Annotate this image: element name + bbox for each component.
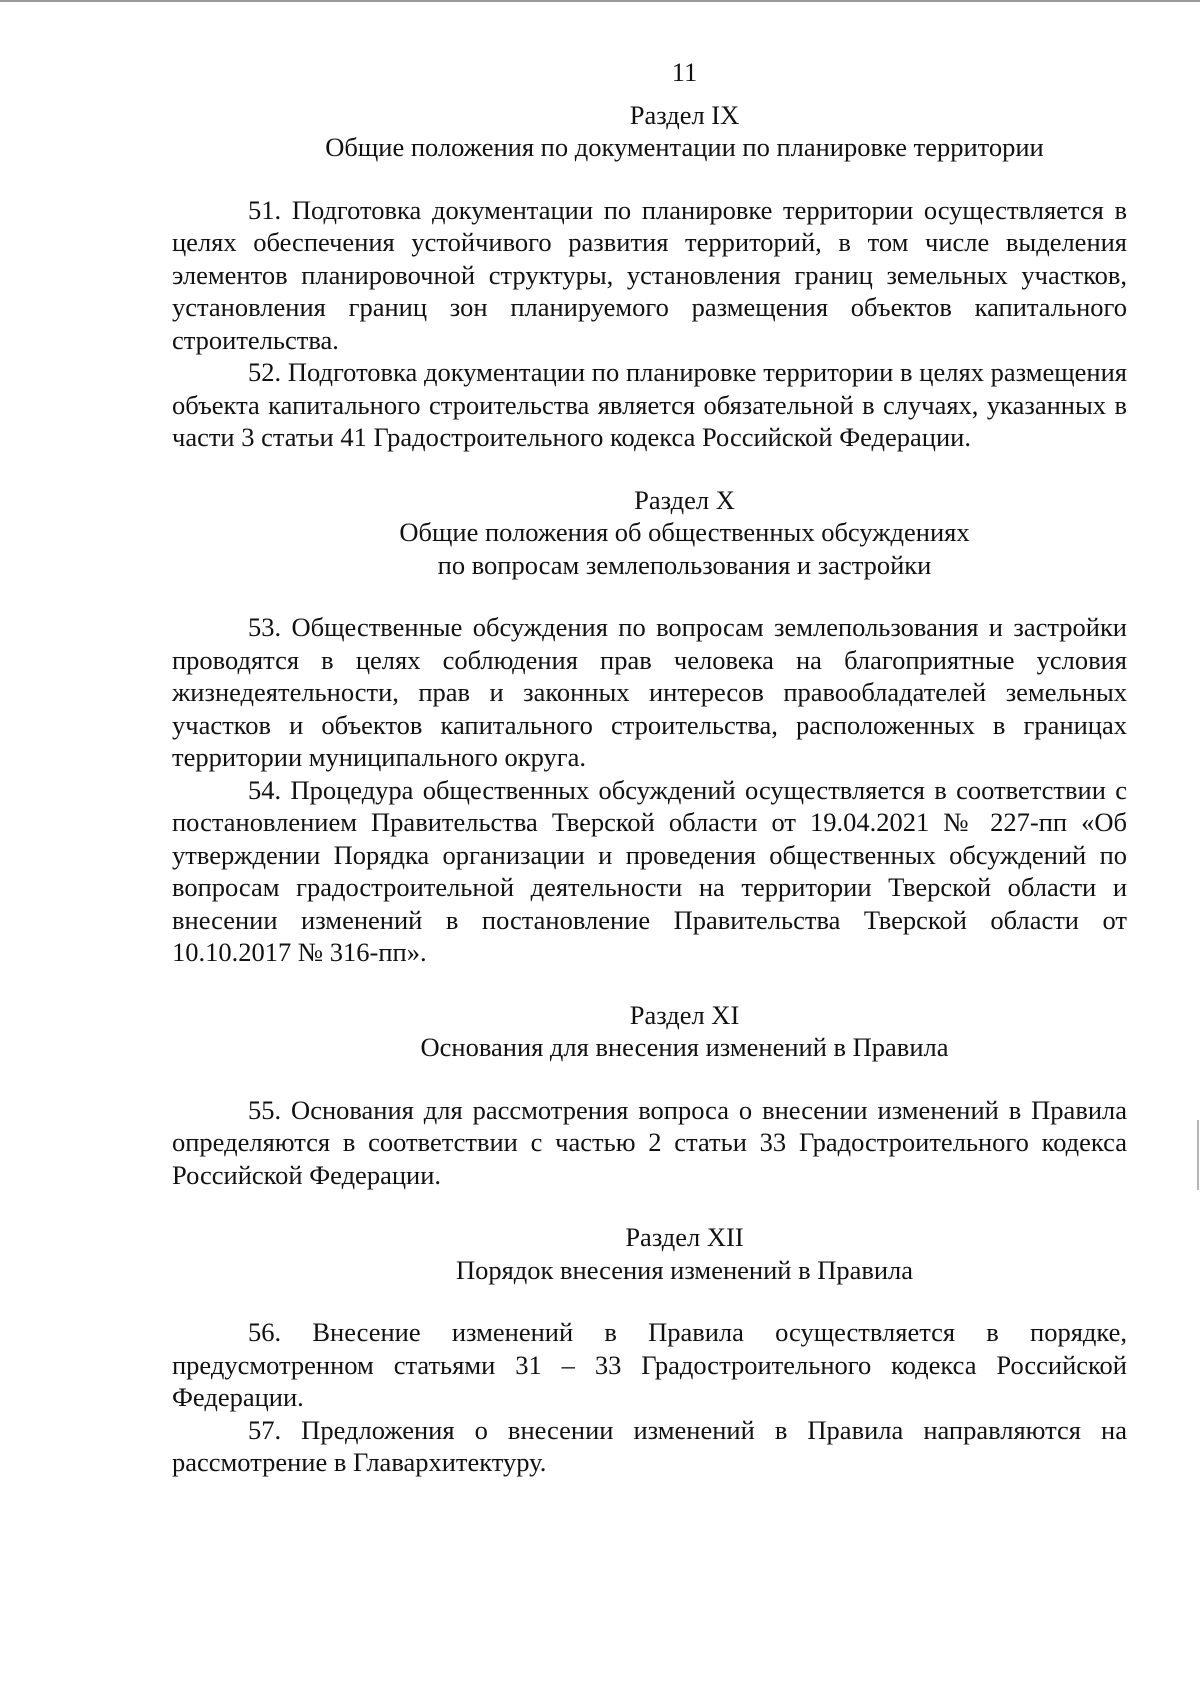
section-number: Раздел XI — [629, 999, 740, 1030]
paragraph-51: 51. Подготовка документации по планировке территории осуществляется в целях обеспечения устойчивого развития территорий, в том числе выделения элементов планировочной структуры, установления границ земельных участков, установления границ зон планируемого размещения объектов капитального строительства. — [172, 194, 1127, 355]
section-xii — [172, 1221, 1127, 1479]
section-heading — [172, 99, 1127, 164]
paragraph-52: 52. Подготовка документации по планировке территории в целях размещения объекта капитального строительства является обязательной в случаях, указанных в части 3 статьи 41 Градостроительного кодекса Российской Федерации. — [172, 357, 1127, 452]
page-number: 11 — [671, 57, 698, 87]
section-title-line: Порядок внесения изменений в Правила — [455, 1254, 914, 1285]
scan-edge-top — [0, 0, 1200, 2]
paragraph-55: 55. Основания для рассмотрения вопроса о внесении изменений в Правила определяются в соответствии с частью 2 статьи 33 Градостроительного кодекса Российской Федерации. — [172, 1094, 1127, 1190]
scan-edge-right — [1197, 1120, 1199, 1190]
section-heading — [172, 484, 1127, 582]
paragraph-53: 53. Общественные обсуждения по вопросам землепользования и застройки проводятся в целях соблюдения прав человека на благоприятные условия жизнедеятельности, прав и законных интересов правообладателей земельных участков и объектов капитального строительства, расположенных в границах территории муниципального округа. — [172, 612, 1127, 772]
section-title-line: Общие положения по документации по планировке территории — [325, 132, 1044, 162]
section-title-line: по вопросам землепользования и застройки — [437, 549, 932, 580]
section-number: Раздел IX — [629, 99, 740, 130]
paragraph-57: 57. Предложения о внесении изменений в Правила направляются на рассмотрение в Главархитектуру. — [172, 1414, 1127, 1477]
section-title-line: Общие положения об общественных обсуждениях — [399, 517, 970, 547]
section-heading — [172, 1221, 1127, 1286]
section-title-line: Основания для внесения изменений в Правила — [420, 1032, 949, 1062]
section-number: Раздел X — [634, 484, 735, 515]
section-number: Раздел XII — [625, 1222, 744, 1252]
paragraph-54: 54. Процедура общественных обсуждений осуществляется в соответствии с постановлением Правительства Тверской области от 19.04.2021 № 227-пп «Об утверждении Порядка организации и проведения общественных обсуждений по вопросам градостроительной деятельности на территории Тверской области и внесении изменений в постановление Правительства Тверской области от 10.10.2017 № 316-пп». — [172, 774, 1127, 967]
document-page — [172, 56, 1127, 1479]
section-xi — [172, 999, 1127, 1192]
section-ix — [172, 99, 1127, 454]
section-heading — [172, 999, 1127, 1064]
paragraph-56: 56. Внесение изменений в Правила осуществляется в порядке, предусмотренном статьями 31 – 33 Градостроительного кодекса Российской Федерации. — [172, 1317, 1127, 1412]
section-x — [172, 484, 1127, 969]
